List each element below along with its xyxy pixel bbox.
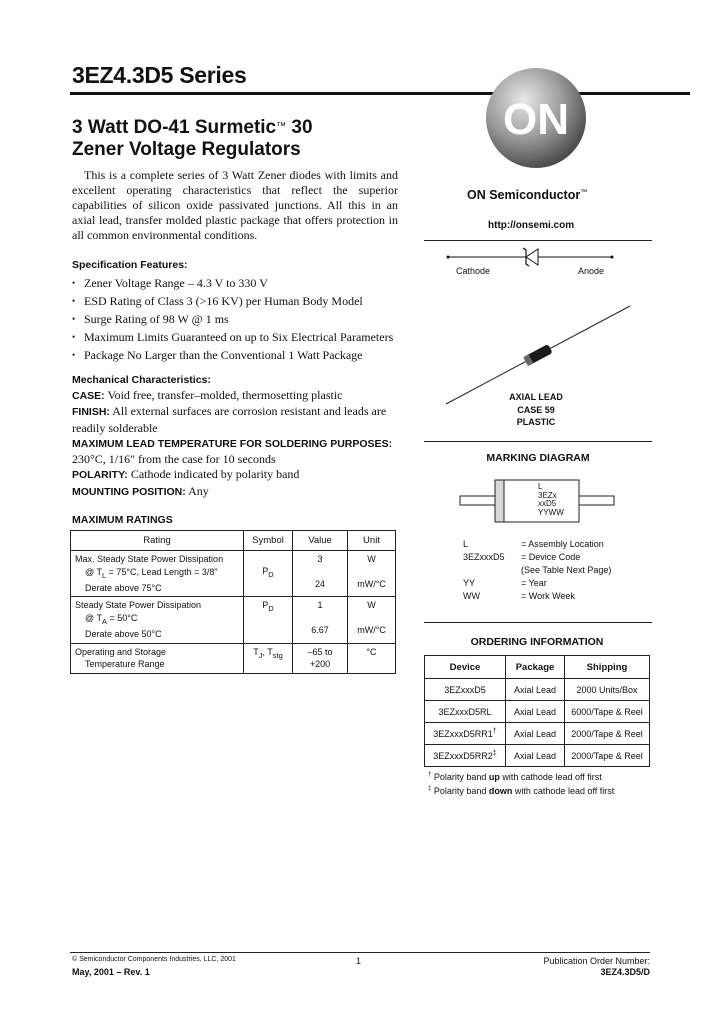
unit-2: mW/°C	[357, 624, 386, 635]
brand-tm: ™	[580, 188, 588, 196]
unit-cell	[348, 597, 396, 643]
legend-value: = Year	[521, 578, 547, 588]
rating-derate: Derate above 75°C	[85, 582, 162, 593]
unit-1: °C	[366, 646, 377, 657]
on-semiconductor-logo	[484, 66, 588, 170]
symbol-sub: D	[268, 604, 274, 614]
unit-1: W	[367, 554, 376, 564]
device: 3EZxxxD5RR2	[433, 751, 493, 761]
value-cell	[293, 643, 348, 673]
col-value: Value	[293, 531, 348, 551]
value-cell	[293, 597, 348, 643]
page-number: 1	[356, 956, 362, 966]
table-row	[425, 701, 650, 723]
footnote-pre: Polarity band	[433, 772, 489, 782]
footnote-bold: up	[488, 772, 500, 782]
publication-label: Publication Order Number:	[543, 956, 650, 966]
table-row	[71, 597, 396, 643]
legend-row	[463, 564, 611, 577]
rating-cell	[71, 597, 244, 643]
rating-derate: Derate above 50°C	[85, 629, 162, 640]
footnote-pre: Polarity band	[433, 785, 489, 796]
legend-key: WW	[463, 591, 480, 601]
symbol-mid: , T	[262, 646, 273, 657]
publication-number: 3EZ4.3D5/D	[600, 967, 650, 977]
value-cell	[293, 551, 348, 597]
mech-maxtemp	[72, 436, 402, 468]
case-key: CASE:	[72, 390, 105, 402]
rating-cell	[71, 551, 244, 597]
maxtemp-value: 230°C, 1/16" from the case for 10 seconds	[72, 452, 276, 467]
value-1: 3	[317, 554, 323, 564]
marking-diagram-drawing	[458, 476, 616, 526]
spec-features-list	[72, 274, 393, 364]
unit-cell	[348, 643, 396, 673]
right-rule	[424, 240, 652, 241]
footnote-bold: down	[488, 785, 513, 796]
marking-line: 3EZx	[538, 490, 557, 500]
mech-case	[72, 388, 402, 404]
package-cell: Axial Lead	[506, 723, 565, 745]
col-unit: Unit	[348, 531, 396, 551]
mech-polarity	[72, 467, 402, 483]
cathode-label: Cathode	[456, 266, 491, 276]
brand-name-text: ON Semiconductor	[467, 188, 581, 202]
footer-rule	[70, 952, 650, 953]
device: 3EZxxxD5RL	[438, 707, 492, 717]
title-trademark: ™	[276, 121, 287, 132]
top-rule	[70, 92, 690, 95]
symbol-sub-2: stg	[272, 650, 283, 660]
copyright: © Semiconductor Components Industries, LLC, 2001	[72, 956, 236, 963]
mounting-value: Any	[185, 483, 209, 498]
legend-row	[463, 577, 611, 590]
mounting-key: MOUNTING POSITION:	[72, 485, 186, 498]
shipping-cell: 2000 Units/Box	[565, 679, 650, 701]
shipping-cell: 6000/Tape & Reel	[565, 701, 650, 723]
finish-key: FINISH:	[72, 406, 110, 419]
device: 3EZxxxD5RR1	[433, 729, 493, 739]
title-line1-post: 30	[286, 117, 313, 138]
spec-item: • Package No Larger than the Conventional 1 Watt Package	[72, 346, 393, 364]
mech-finish	[72, 404, 402, 436]
diode-symbol-icon	[440, 246, 620, 268]
symbol-cell	[244, 551, 293, 597]
marking-lines	[538, 483, 564, 517]
package-cell: Axial Lead	[506, 745, 565, 767]
symbol-sub: D	[268, 569, 274, 579]
mech-mounting	[72, 484, 402, 500]
max-ratings-table	[70, 530, 396, 674]
polarity-key: POLARITY:	[72, 469, 128, 482]
symbol-cell	[244, 597, 293, 643]
marking-diagram-heading: MARKING DIAGRAM	[486, 452, 590, 464]
cond-pre: @ T	[85, 566, 102, 577]
device-note-mark: ‡	[492, 750, 497, 757]
table-row	[425, 723, 650, 745]
brand-name	[467, 188, 587, 202]
legend-row	[463, 590, 611, 603]
marking-line: xxD5	[538, 499, 557, 508]
device-note-mark: †	[492, 728, 497, 735]
rating-text-2: Temperature Range	[85, 659, 165, 670]
mech-heading: Mechanical Characteristics:	[72, 374, 211, 386]
legend-value: = Device Code	[521, 552, 581, 562]
device-cell	[425, 745, 506, 767]
rating-condition	[75, 612, 239, 628]
value-2: 6.67	[311, 624, 329, 635]
legend-key: L	[463, 539, 469, 549]
device-cell	[425, 679, 506, 701]
package-cell: Axial Lead	[506, 701, 565, 723]
shipping-cell: 2000/Tape & Reel	[565, 723, 650, 745]
footnote-1	[428, 770, 614, 784]
rating-condition	[75, 566, 239, 582]
polarity-value: Cathode indicated by polarity band	[127, 467, 300, 482]
footnote-2	[428, 784, 614, 798]
legend-value: = Work Week	[521, 591, 575, 601]
symbol: P	[262, 566, 269, 576]
package-cell: Axial Lead	[506, 679, 565, 701]
rating-text: Max. Steady State Power Dissipation	[75, 554, 224, 564]
footnote-post: with cathode lead off first	[499, 772, 602, 782]
rating-text: Operating and Storage	[75, 646, 167, 657]
legend-key	[463, 564, 521, 577]
case-value: Void free, transfer–molded, thermosetting plastic	[104, 388, 343, 402]
value-2: 24	[314, 578, 325, 589]
unit-cell	[348, 551, 396, 597]
legend-key: 3EZxxxD5	[463, 552, 505, 562]
marking-line: L	[538, 482, 543, 491]
table-header-row	[71, 531, 396, 551]
col-device: Device	[425, 656, 506, 679]
rating-cell	[71, 643, 244, 673]
cond-post: = 50°C	[107, 612, 138, 623]
logo-text: ON	[503, 95, 569, 144]
rating-text: Steady State Power Dissipation	[75, 600, 202, 611]
col-rating: Rating	[71, 531, 244, 551]
legend-value: (See Table Next Page)	[521, 565, 612, 575]
col-shipping: Shipping	[565, 656, 650, 679]
spec-item: • Surge Rating of 98 W @ 1 ms	[72, 310, 393, 328]
max-ratings-heading: MAXIMUM RATINGS	[72, 514, 173, 526]
device: 3EZxxxD5	[444, 685, 486, 695]
table-row	[71, 551, 396, 597]
spec-features-heading: Specification Features:	[72, 259, 188, 271]
footnote-post: with cathode lead off first	[512, 785, 615, 796]
spec-item: • Zener Voltage Range – 4.3 V to 330 V	[72, 274, 393, 292]
package-line2: CASE 59	[517, 404, 555, 415]
date-revision: May, 2001 – Rev. 1	[72, 967, 150, 977]
ordering-table	[424, 655, 650, 767]
spec-item: • Maximum Limits Guaranteed on up to Six Electrical Parameters	[72, 328, 393, 346]
right-rule-3	[424, 622, 652, 623]
cond-sub: L	[101, 570, 107, 580]
title-line2: Zener Voltage Regulators	[72, 139, 301, 160]
cond-sub: A	[101, 616, 107, 626]
brand-url[interactable]: http://onsemi.com	[488, 220, 575, 231]
legend-key: YY	[463, 578, 476, 588]
marking-legend	[463, 538, 611, 603]
right-rule-2	[424, 441, 652, 442]
symbol-cell	[244, 643, 293, 673]
package-line1: AXIAL LEAD	[509, 392, 563, 402]
spec-item: • ESD Rating of Class 3 (>16 KV) per Human Body Model	[72, 292, 393, 310]
symbol-sub: J	[258, 650, 263, 660]
ordering-info-heading: ORDERING INFORMATION	[470, 636, 604, 648]
footnote-mark: ‡	[428, 785, 432, 792]
series-title: 3EZ4.3D5 Series	[72, 62, 247, 88]
table-header-row	[425, 656, 650, 679]
table-row	[425, 745, 650, 767]
marking-line: YYWW	[538, 507, 564, 517]
document-title	[72, 117, 313, 161]
shipping-cell: 2000/Tape & Reel	[565, 745, 650, 767]
package-line3: PLASTIC	[516, 417, 556, 427]
table-row	[71, 643, 396, 673]
col-symbol: Symbol	[244, 531, 293, 551]
package-label	[500, 391, 572, 429]
legend-row	[463, 551, 611, 564]
value-1: 1	[317, 600, 323, 611]
value-1: –65 to	[307, 646, 333, 657]
mech-characteristics	[72, 388, 402, 500]
finish-value: All external surfaces are corrosion resistant and leads are readily solderable	[72, 404, 387, 435]
col-package: Package	[506, 656, 565, 679]
symbol: P	[262, 600, 269, 611]
cond-pre: @ T	[85, 612, 102, 623]
table-row	[425, 679, 650, 701]
legend-value: = Assembly Location	[521, 539, 604, 549]
device-cell	[425, 723, 506, 745]
intro-paragraph: This is a complete series of 3 Watt Zener diodes with limits and excellent operating characteristics that reflect the superior capabilities of silicon oxide passivated junctions. All this in an axial lead, transfer molded plastic package that offers protection in all common environmental conditions.	[72, 168, 398, 242]
footnote-mark: †	[428, 772, 432, 778]
title-line1-pre: 3 Watt DO-41 Surmetic	[72, 117, 277, 138]
device-cell	[425, 701, 506, 723]
value-2: +200	[309, 659, 331, 670]
legend-row	[463, 538, 611, 551]
ordering-footnotes	[428, 770, 614, 797]
anode-label: Anode	[578, 266, 605, 276]
unit-1: W	[367, 600, 376, 611]
maxtemp-key: MAXIMUM LEAD TEMPERATURE FOR SOLDERING PURPOSES:	[72, 437, 393, 450]
symbol: T	[253, 646, 259, 657]
unit-2: mW/°C	[357, 578, 386, 589]
cond-post: = 75°C, Lead Length = 3/8"	[106, 566, 218, 577]
